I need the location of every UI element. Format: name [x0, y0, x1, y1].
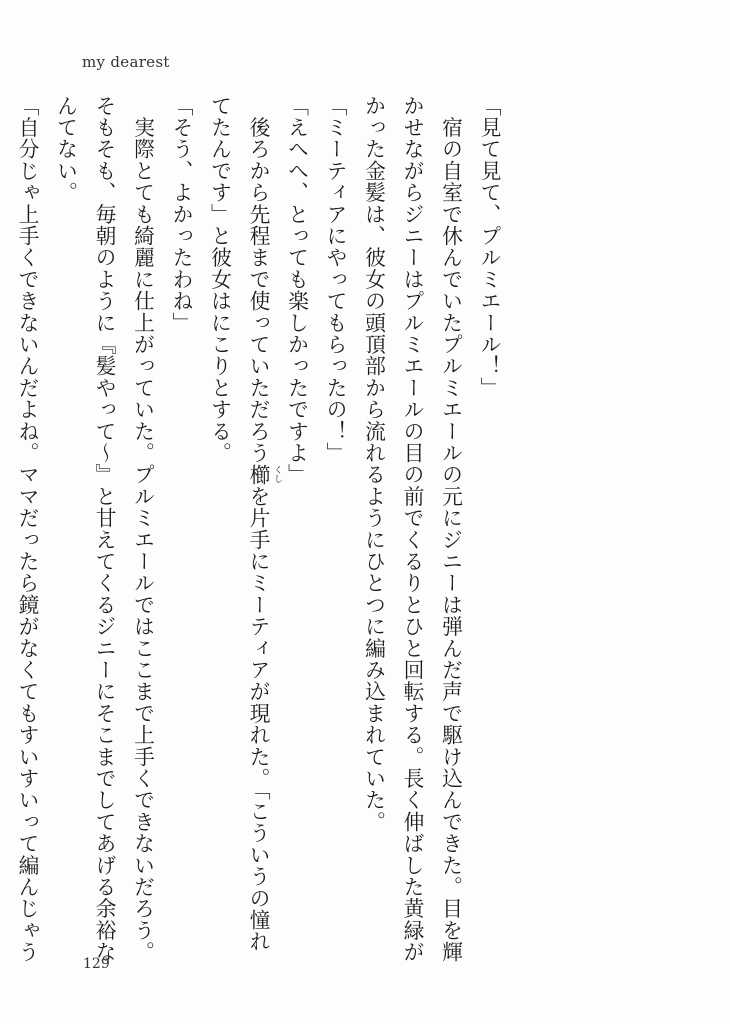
text-line: 「見て見て、プルミエール！」: [477, 95, 501, 399]
text-line: かせながらジニーはプルミエールの目の前でくるりとひと回転する。長く伸ばした黄緑が: [400, 95, 424, 963]
text-line: 「自分じゃ上手くできないんだよね。ママだったら鏡がなくてもすいすいって編んじゃう: [15, 95, 39, 963]
vertical-text-block: [15, 95, 508, 963]
text-line: 「そう、よかったわね」: [169, 95, 193, 334]
text-segment: を片手にミーティアが現れた。「こういうの憧れ: [246, 485, 270, 953]
text-line: [0, 95, 8, 940]
text-line-with-ruby: [239, 95, 282, 953]
ruby-base: 櫛: [246, 463, 270, 486]
text-line: 「ミーティアにやってもらったの！」: [323, 95, 347, 464]
text-segment: 後ろから先程まで使っていただろう: [246, 95, 270, 464]
text-line: てたんです」と彼女はにこりとする。: [207, 95, 232, 464]
text-line: かった金髪は、彼女の頭頂部から流れるようにひとつに編み込まれていた。: [361, 95, 386, 833]
text-line: 実際とても綺麗に仕上がっていた。プルミエールではここまで上手くできないだろう。: [130, 95, 155, 963]
ruby-annotated-word: [246, 463, 282, 486]
text-line: 宿の自室で休んでいたプルミエールの元にジニーは弾んだ声で駆け込んできた。目を輝: [438, 95, 463, 963]
text-line: 「えへへ、とっても楽しかったですよ」: [284, 95, 309, 486]
text-line: んてない。: [53, 95, 78, 204]
text-line: そもそも、毎朝のように『髪やって〜』と甘えてくるジニーにそこまでしてあげる余裕な: [92, 95, 116, 963]
page-number: 129: [83, 956, 110, 972]
running-header: my dearest: [82, 53, 170, 71]
ruby-reading: くし: [272, 464, 282, 483]
